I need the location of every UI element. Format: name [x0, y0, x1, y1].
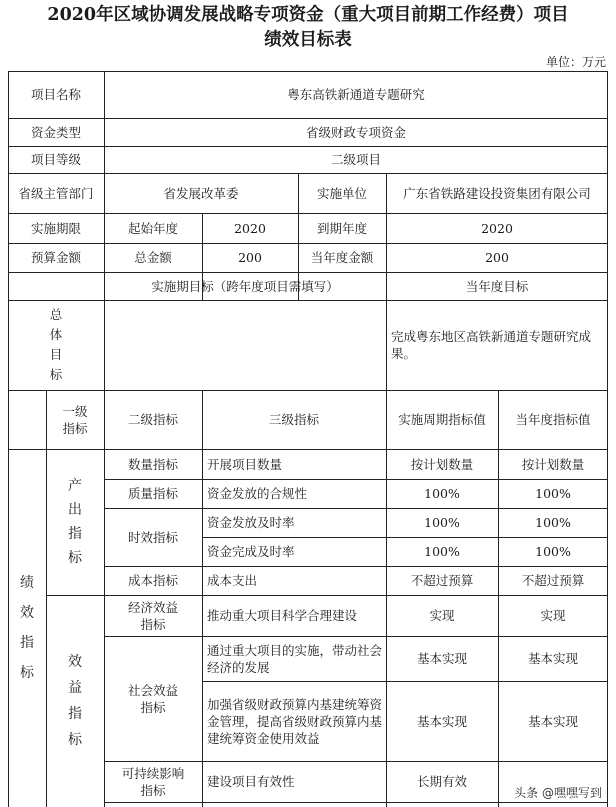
performance-indicator-label: 绩 效 指 标 [20, 575, 34, 681]
period-value-cell: 基本实现 [416, 713, 467, 729]
level2-cell: 可持续影响 指标 [121, 765, 185, 798]
period-value-cell: 按计划数量 [410, 456, 474, 472]
level2-cell: 时效指标 [127, 529, 178, 545]
period-goal-content [104, 300, 386, 390]
implementer-label: 实施单位 [316, 185, 367, 201]
period-value-cell: 100% [424, 544, 460, 559]
period-value-header: 实施周期指标值 [398, 412, 486, 427]
fund-type-value: 省级财政专项资金 [305, 124, 406, 140]
document-title-line1: 2020年区域协调发展战略专项资金（重大项目前期工作经费）项目 [47, 5, 569, 25]
level2-cell: 经济效益 指标 [127, 599, 178, 632]
period-value-cell: 100% [424, 486, 460, 501]
level2-cell: 质量指标 [127, 486, 178, 501]
project-name-value: 粤东高铁新通道专题研究 [287, 87, 425, 102]
year-value-cell: 基本实现 [527, 713, 578, 729]
end-year-value: 2020 [481, 220, 513, 236]
level2-cell: 社会效益 指标 [127, 682, 178, 715]
implementer-value: 广东省铁路建设投资集团有限公司 [403, 185, 591, 201]
total-amount-label: 总金额 [134, 250, 172, 265]
project-level-label: 项目等级 [30, 152, 81, 167]
total-amount-value: 200 [238, 250, 262, 265]
output-indicator-label: 产 出 指 标 [68, 478, 82, 566]
document-title-line2: 绩效目标表 [264, 30, 352, 50]
benefit-indicator-label: 效 益 指 标 [68, 654, 82, 748]
level2-cell: 数量指标 [127, 456, 178, 472]
level3-cell: 开展项目数量 [207, 456, 283, 472]
period-value-cell: 基本实现 [416, 651, 467, 666]
level3-cell: 推动重大项目科学合理建设 [207, 608, 358, 623]
year-amount-label: 当年度金额 [310, 250, 374, 265]
year-value-cell: 100% [535, 515, 571, 530]
level3-cell: 资金发放的合规性 [207, 486, 308, 501]
year-value-header: 当年度指标值 [515, 412, 591, 427]
year-value-cell: 实现 [540, 608, 566, 623]
period-value-cell: 实现 [429, 608, 455, 623]
year-value-cell: 按计划数量 [521, 456, 585, 472]
period-value-cell: 不超过预算 [410, 573, 474, 588]
year-value-cell: 不超过预算 [521, 573, 585, 588]
level3-header: 三级指标 [268, 412, 319, 427]
fund-type-label: 资金类型 [30, 124, 81, 140]
start-year-value: 2020 [234, 220, 266, 236]
department-value: 省发展改革委 [163, 185, 239, 201]
department-label: 省级主管部门 [18, 185, 94, 201]
level3-cell: 加强省级财政预算内基建统筹资金管理，提高省级财政预算内基建统筹资金使用效益 [207, 696, 383, 746]
level3-cell: 通过重大项目的实施，带动社会经济的发展 [207, 642, 383, 675]
period-label: 实施期限 [30, 220, 81, 236]
watermark [514, 784, 602, 801]
watermark-text: 头条 @嘿嘿写到 [514, 786, 602, 800]
budget-label: 预算金额 [30, 250, 81, 265]
period-value-cell: 长期有效 [416, 774, 467, 789]
year-value-cell: 100% [535, 486, 571, 501]
level3-cell: 资金发放及时率 [207, 515, 295, 530]
period-value-cell: 100% [424, 515, 460, 530]
start-year-label: 起始年度 [127, 220, 178, 236]
period-goal-header: 实施期目标（跨年度项目需填写） [151, 278, 339, 294]
project-level-value: 二级项目 [330, 152, 381, 167]
unit-label: 单位：万元 [545, 55, 606, 69]
year-value-cell: 100% [535, 544, 571, 559]
level2-cell: 成本指标 [127, 573, 178, 588]
performance-target-table [8, 71, 608, 807]
year-goal-header: 当年度目标 [465, 278, 529, 294]
level3-cell: 资金完成及时率 [207, 544, 295, 559]
level3-cell: 成本支出 [207, 573, 258, 588]
overall-goal-label: 总 体 目 标 [49, 307, 63, 382]
year-value-cell: 基本实现 [527, 651, 578, 666]
end-year-label: 到期年度 [316, 220, 367, 236]
year-amount-value: 200 [485, 250, 509, 265]
project-name-label: 项目名称 [30, 87, 81, 102]
level1-header: 一级 指标 [62, 403, 88, 436]
level3-cell: 建设项目有效性 [207, 774, 295, 789]
level2-header: 二级指标 [127, 412, 178, 427]
year-goal-content: 完成粤东地区高铁新通道专题研究成果。 [391, 329, 592, 361]
